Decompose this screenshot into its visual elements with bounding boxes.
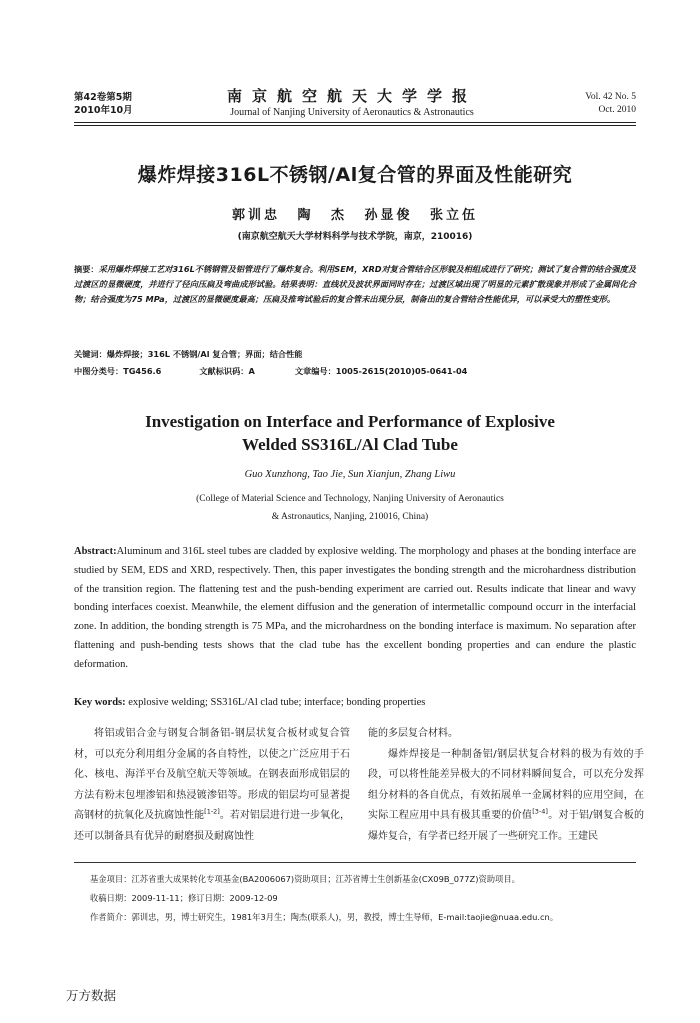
affiliation-en-line2: & Astronautics, Nanjing, 210016, China): [271, 512, 429, 522]
footnotes: [90, 870, 650, 927]
date-en: Oct. 2010: [598, 105, 636, 115]
article-number: 文章编号：1005-2615(2010)05-0641-04: [294, 366, 468, 376]
header-volume-en: [585, 91, 636, 117]
volume-zh: 第42卷第5期: [74, 92, 132, 103]
journal-name: [190, 86, 514, 120]
abstract-en-label: Abstract:: [74, 546, 117, 557]
body-left-tail: 。若对铝层进行进一步氧化，还可以制备具有优异的耐磨损及耐腐蚀性: [74, 810, 351, 842]
journal-name-en: Journal of Nanjing University of Aeronautics & Astronautics: [230, 107, 474, 118]
keywords-en-text: explosive welding; SS316L/Al clad tube; interface; bonding properties: [128, 697, 426, 708]
body-column-right: [368, 724, 644, 848]
affiliation-en-line1: (College of Material Science and Technology, Nanjing University of Aeronautics: [196, 494, 504, 504]
affiliation-zh: (南京航空航天大学材料科学与技术学院，南京，210016): [237, 232, 473, 242]
keywords-zh-text: 爆炸焊接；316L 不锈钢/Al 复合管；界面；结合性能: [106, 349, 303, 359]
body-left-text: 将铝或铝合金与钢复合制备铝-钢层状复合板材或复合管材，可以充分利用组分金属的各自特性，以使之广泛应用于石化、核电、海洋平台及航空航天等领域。在钢表面形成铝层的方法有粉末包埋渗铝和热浸镀渗铝等。形成的铝层均可显著提高钢材的抗氧化及抗腐蚀性能: [74, 728, 350, 822]
citation-ref[interactable]: [1-2]: [204, 808, 220, 817]
affiliation-en: [120, 490, 580, 526]
citation-ref[interactable]: [3-4]: [532, 808, 548, 817]
clc-number: 中图分类号：TG456.6: [74, 366, 162, 376]
header-volume-issue: [74, 91, 133, 117]
body-column-left: [74, 724, 350, 848]
abstract-en: [74, 543, 636, 675]
footnote-fund: 基金项目：江苏省重大成果转化专项基金(BA2006067)资助项目；江苏省博士生创新基金(CX09B_077Z)资助项目。: [90, 874, 520, 884]
footnote-rule: [74, 862, 636, 863]
paper-title-en: [80, 410, 620, 456]
authors-zh: 郭训忠 陶 杰 孙显俊 张立伍: [231, 208, 479, 223]
volume-en: Vol. 42 No. 5: [585, 92, 636, 102]
abstract-zh-text: 采用爆炸焊接工艺对316L不锈钢管及铝管进行了爆炸复合。利用SEM，XRD对复合管结合区形貌及相组成进行了研究；测试了复合管的结合强度及过渡区的显微硬度，并进行了径向压扁及弯曲成形试验。结果表明：直线状及波状界面同时存在；过渡区域出现了明显的元素扩散现象并形成了金属间化合物；结合强度为75 MPa，过渡区的显微硬度最高；压扁及推弯试验后的复合管未出现分层，制备出的复合管结合性能优异，可以承受大的塑性变形。: [74, 264, 636, 304]
footnote-dates: 收稿日期：2009-11-11；修订日期：2009-12-09: [90, 893, 278, 903]
paper-title-en-line2: Welded SS316L/Al Clad Tube: [242, 435, 458, 454]
body-right-tail: 。对于铝/钢复合板的爆炸复合，有学者已经开展了一些研究工作。王建民: [368, 810, 645, 842]
footnote-author-bio: 作者简介：郭训忠，男，博士研究生，1981年3月生；陶杰(联系人)，男，教授，博士生导师，E-mail:taojie@nuaa.edu.cn。: [90, 912, 559, 922]
paper-title-zh: 爆炸焊接316L不锈钢/Al复合管的界面及性能研究: [137, 164, 573, 186]
authors-en: Guo Xunzhong, Tao Jie, Sun Xianjun, Zhang Liwu: [244, 469, 456, 480]
abstract-en-text: Aluminum and 316L steel tubes are cladded by explosive welding. The morphology and phases at the bonding interface are studied by SEM, EDS and XRD, respectively. Then, this paper investigates the bonding strength and the microhardness distribution of the transition region. The flattening test and the push-bending experiment are carried out. Results indicate that linear and wavy bonding interfaces coexist. Meanwhile, the element diffusion and the generation of intermetallic compound occurr in the interfacial zone. In addition, the bonding strength is 75 MPa, and the microhardness on the bonding interface is maximum. No separation after flattening and push-bending tests shows that the clad tube has the excellent bonding properties and can endure the plastic deformation.: [74, 546, 636, 670]
paper-title-en-line1: Investigation on Interface and Performance of Explosive: [145, 412, 555, 431]
body-paragraph: [74, 724, 350, 848]
abstract-zh-label: 摘要：: [74, 264, 99, 274]
classification-line: [74, 364, 636, 378]
header-rule-thick: [74, 122, 636, 123]
document-code: 文献标识码：A: [199, 366, 255, 376]
body-right-continuation: 能的多层复合材料。: [368, 728, 458, 739]
body-paragraph: [368, 745, 644, 848]
keywords-zh-label: 关键词：: [74, 349, 107, 359]
keywords-en-label: Key words:: [74, 697, 126, 708]
keywords-en: [74, 695, 636, 711]
keywords-zh: [74, 347, 636, 361]
body-right-text: 爆炸焊接是一种制备铝/钢层状复合材料的极为有效的手段，可以将性能差异极大的不同材料瞬间复合，可以充分发挥组分材料的各自优点，有效拓展单一金属材料的应用空间，在实际工程应用中具有极其重要的价值: [368, 748, 644, 822]
abstract-zh: [74, 262, 636, 307]
date-zh: 2010年10月: [74, 105, 133, 116]
source-watermark: 万方数据: [66, 988, 117, 1003]
journal-name-zh: 南京航空航天大学学报: [226, 87, 477, 105]
header-rule-thin: [74, 125, 636, 126]
